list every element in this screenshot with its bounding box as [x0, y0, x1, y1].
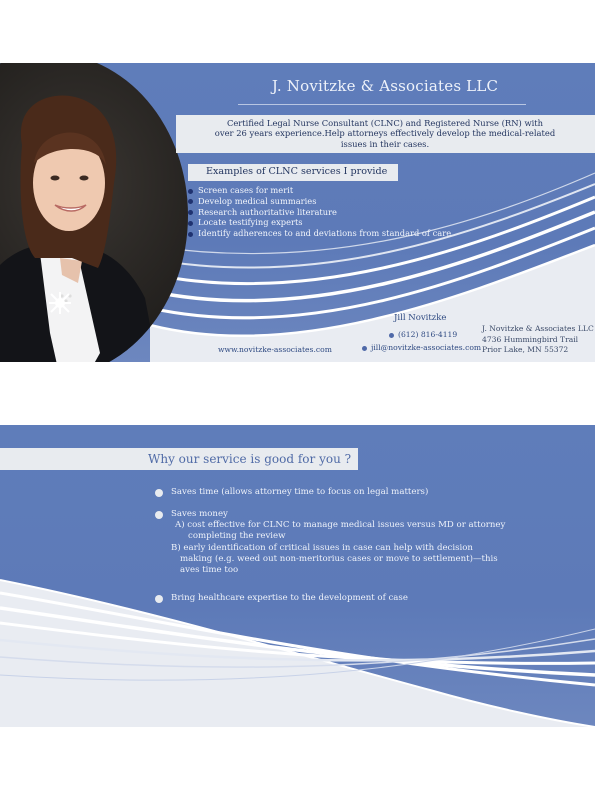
contact-name: Jill Novitzke	[394, 313, 447, 323]
benefit-line: Saves money	[171, 509, 228, 519]
benefit-line: making (e.g. weed out non-meritorius cases or move to settlement)—this	[180, 553, 498, 564]
benefit-item	[171, 593, 408, 604]
benefit-line: completing the review	[188, 531, 286, 542]
services-heading: Examples of CLNC services I provide	[206, 166, 388, 177]
services-list	[188, 185, 451, 239]
service-item: Screen cases for merit	[188, 185, 451, 196]
benefit-line: B) early identification of critical issues in case can help with decision	[171, 542, 473, 553]
benefit-line: A) cost effective for CLNC to manage medical issues versus MD or attorney	[175, 520, 506, 531]
service-item: Locate testifying experts	[188, 217, 451, 228]
email-address[interactable]: jill@novitzke-associates.com	[371, 343, 482, 352]
business-card-front	[0, 63, 595, 362]
business-card-back	[0, 425, 595, 727]
address-line: J. Novitzke & Associates LLC	[482, 324, 594, 333]
address-line: Prior Lake, MN 55372	[482, 345, 569, 355]
description-line: over 26 years experience.Help attorneys effectively develop the medical-related	[214, 128, 556, 139]
description-line: Certified Legal Nurse Consultant (CLNC) and Registered Nurse (RN) with	[226, 118, 544, 128]
phone-bullet-icon	[389, 333, 394, 338]
benefit-line: aves time too	[180, 565, 239, 576]
title-divider	[238, 104, 526, 105]
company-title: J. Novitzke & Associates LLC	[271, 77, 499, 95]
service-item: Develop medical summaries	[188, 196, 451, 207]
service-item: Identify adherences to and deviations from standard of care	[188, 228, 451, 239]
website-link[interactable]: www.novitzke-associates.com	[218, 345, 332, 354]
bullet-icon	[155, 595, 163, 603]
bullet-icon	[155, 489, 163, 497]
bullet-icon	[155, 511, 163, 519]
back-title: Why our service is good for you ?	[148, 452, 352, 466]
benefit-line: Bring healthcare expertise to the development of case	[171, 593, 408, 603]
email-bullet-icon	[362, 346, 367, 351]
mailing-address	[482, 324, 594, 356]
description-text	[200, 118, 570, 149]
description-line: issues in their cases.	[340, 138, 430, 149]
benefit-item	[171, 509, 505, 576]
address-line: 4736 Hummingbird Trail	[482, 334, 579, 344]
service-item: Research authoritative literature	[188, 207, 451, 218]
benefit-line: Saves time (allows attorney time to focus on legal matters)	[171, 487, 429, 497]
phone-number: (612) 816-4119	[398, 330, 458, 339]
benefit-item	[171, 487, 428, 498]
